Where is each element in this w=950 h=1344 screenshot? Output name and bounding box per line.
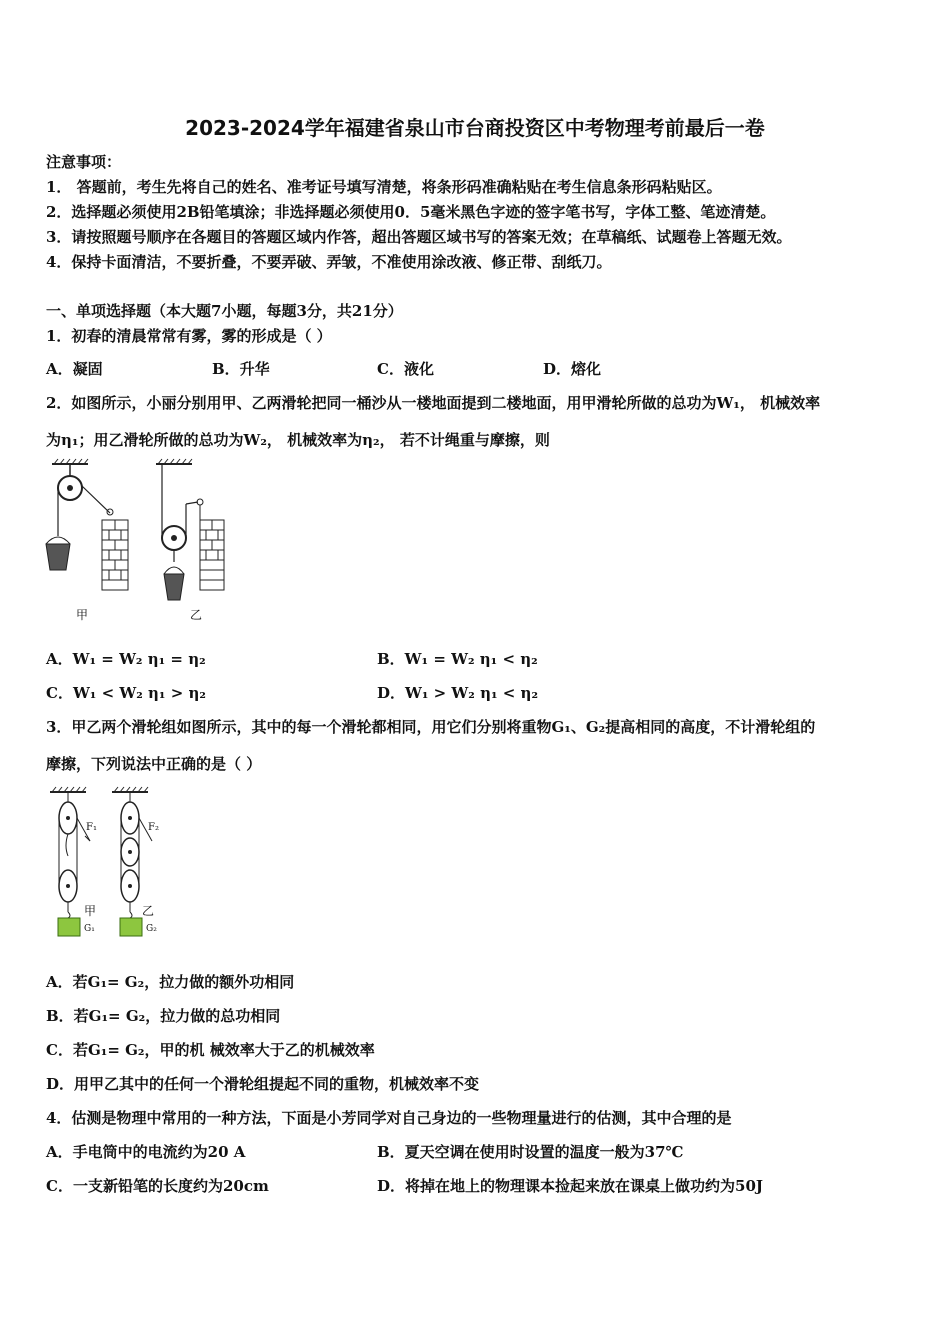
q4-option-a: A．手电筒中的电流约为20 A [46, 1143, 246, 1161]
q2-stem-line1: 2．如图所示，小丽分别用甲、乙两滑轮把同一桶沙从一楼地面提到二楼地面，用甲滑轮所做的总功为W₁， 机械效率 [46, 394, 821, 412]
q1-option-a: A．凝固 [46, 360, 103, 378]
notice-item-3: 3．请按照题号顺序在各题目的答题区域内作答，超出答题区域书写的答案无效；在草稿纸、试题卷上答题无效。 [46, 228, 792, 246]
q3-label-a: 甲 [84, 904, 97, 918]
notice-item-1: 1． 答题前，考生先将自己的姓名、准考证号填写清楚，将条形码准确粘贴在考生信息条形码粘贴区。 [46, 178, 722, 196]
q3-label-b: 乙 [142, 904, 155, 918]
q1-stem: 1．初春的清晨常常有雾，雾的形成是（ ） [46, 327, 332, 345]
q4-option-c: C．一支新铅笔的长度约为20cm [46, 1177, 269, 1195]
q2-pulley-figure [40, 458, 240, 628]
q3-stem-line1: 3．甲乙两个滑轮组如图所示，其中的每一个滑轮都相同，用它们分别将重物G₁、G₂提高相同的高度，不计滑轮组的 [46, 718, 816, 736]
q3-stem-line2: 摩擦，下列说法中正确的是（ ） [46, 755, 262, 773]
notice-heading: 注意事项： [46, 153, 122, 171]
q3-label-g1: G₁ [84, 924, 95, 934]
q2-option-a: A．W₁ = W₂ η₁ = η₂ [46, 650, 206, 668]
q3-option-c: C．若G₁= G₂，甲的机 械效率大于乙的机械效率 [46, 1041, 375, 1059]
brick-wall [102, 520, 128, 590]
q1-option-c: C．液化 [377, 360, 434, 378]
q4-option-d: D．将掉在地上的物理课本捡起来放在课桌上做功约为50J [377, 1177, 763, 1195]
q3-label-f2: F₂ [148, 822, 159, 833]
page-title: 2023-2024学年福建省泉山市台商投资区中考物理考前最后一卷 [185, 116, 765, 140]
q1-option-b: B．升华 [212, 360, 270, 378]
q4-stem: 4．估测是物理中常用的一种方法，下面是小芳同学对自己身边的一些物理量进行的估测，其中合理的是 [46, 1109, 732, 1127]
q2-fig-label-b: 乙 [190, 608, 203, 622]
weight-g1 [58, 918, 80, 936]
q3-option-d: D．用甲乙其中的任何一个滑轮组提起不同的重物，机械效率不变 [46, 1075, 480, 1093]
q4-option-b: B．夏天空调在使用时设置的温度一般为37℃ [377, 1143, 684, 1161]
q2-stem-line2: 为η₁；用乙滑轮所做的总功为W₂， 机械效率为η₂， 若不计绳重与摩擦，则 [46, 431, 550, 449]
q3-option-a: A．若G₁= G₂，拉力做的额外功相同 [46, 973, 295, 991]
q2-fig-label-a: 甲 [76, 608, 89, 622]
sand-bucket [46, 544, 70, 570]
notice-item-4: 4．保持卡面清洁，不要折叠，不要弄破、弄皱，不准使用涂改液、修正带、刮纸刀。 [46, 253, 612, 271]
q3-label-f1: F₁ [86, 822, 97, 833]
notice-item-2: 2．选择题必须使用2B铅笔填涂；非选择题必须使用0．5毫米黑色字迹的签字笔书写，字体工整、笔迹清楚。 [46, 203, 776, 221]
q2-option-c: C．W₁ < W₂ η₁ > η₂ [46, 684, 206, 702]
weight-g2 [120, 918, 142, 936]
q1-option-d: D．熔化 [543, 360, 602, 378]
section-heading: 一、单项选择题（本大题7小题，每题3分，共21分） [46, 302, 403, 320]
q3-label-g2: G₂ [146, 924, 157, 934]
q2-option-b: B．W₁ = W₂ η₁ < η₂ [377, 650, 538, 668]
q2-option-d: D．W₁ > W₂ η₁ < η₂ [377, 684, 539, 702]
q3-pulley-block-figure [40, 786, 180, 942]
q3-option-b: B．若G₁= G₂，拉力做的总功相同 [46, 1007, 281, 1025]
